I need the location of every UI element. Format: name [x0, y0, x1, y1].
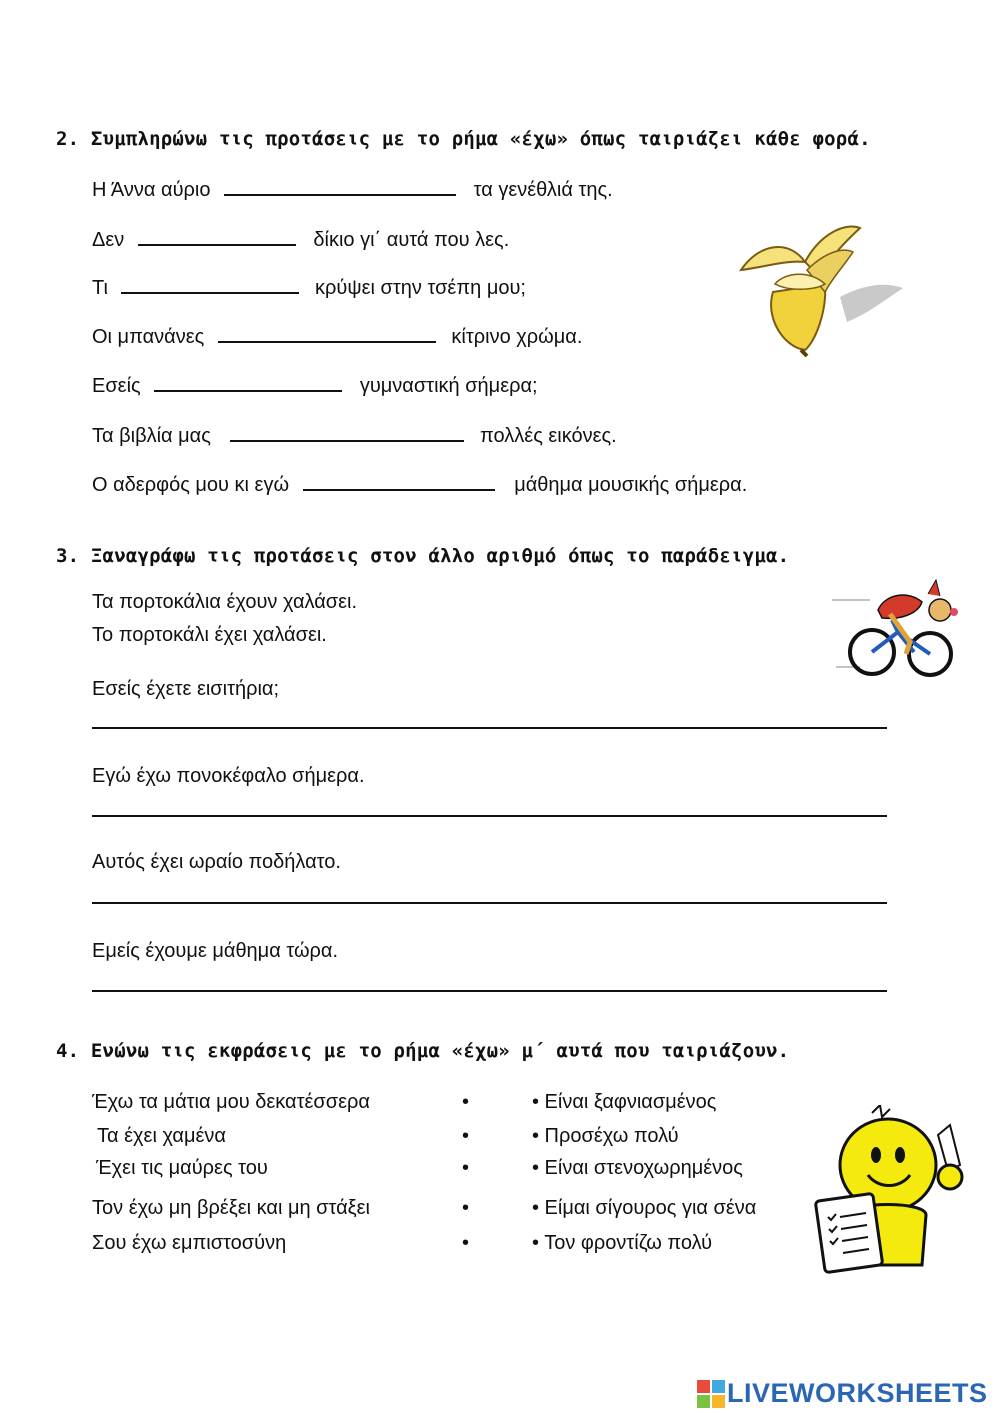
rewrite-prompt-1: Εσείς έχετε εισιτήρια; — [92, 678, 280, 700]
fill-sentence-2 — [92, 226, 509, 252]
example-plural: Τα πορτοκάλια έχουν χαλάσει. — [92, 591, 358, 613]
answer-blank[interactable] — [138, 226, 296, 246]
answer-blank[interactable] — [218, 323, 436, 343]
section-2-heading: 2. Συμπληρώνω τις προτάσεις με το ρήμα «έχω» όπως ταιριάζει κάθε φορά. — [56, 128, 871, 150]
smiley-checklist-illustration — [810, 1105, 970, 1275]
match-right-1[interactable]: • Είναι ξαφνιασμένος — [532, 1091, 717, 1113]
sentence-text-after: τα γενέθλιά της. — [473, 179, 613, 201]
example-singular: Το πορτοκάλι έχει χαλάσει. — [92, 624, 327, 646]
match-left-4: Τον έχω μη βρέξει και μη στάξει — [92, 1197, 370, 1219]
match-right-2[interactable]: • Προσέχω πολύ — [532, 1125, 679, 1147]
fill-sentence-6 — [92, 422, 617, 448]
sentence-text-before: Τι — [92, 277, 108, 299]
answer-blank[interactable] — [154, 372, 342, 392]
answer-line-2[interactable] — [92, 815, 887, 817]
sentence-text-before: Ο αδερφός μου κι εγώ — [92, 474, 290, 496]
fill-sentence-3 — [92, 274, 526, 300]
fill-sentence-7 — [92, 471, 747, 497]
match-right-4[interactable]: • Είμαι σίγουρος για σένα — [532, 1197, 757, 1219]
sentence-text-after: μάθημα μουσικής σήμερα. — [514, 474, 748, 496]
fill-sentence-1 — [92, 176, 613, 202]
match-right-3[interactable]: • Είναι στενοχωρημένος — [532, 1157, 743, 1179]
answer-line-1[interactable] — [92, 727, 887, 729]
fill-sentence-4 — [92, 323, 582, 349]
sentence-text-after: πολλές εικόνες. — [480, 425, 617, 447]
match-left-1: Έχω τα μάτια μου δεκατέσσερα — [92, 1091, 370, 1113]
match-left-5: Σου έχω εμπιστοσύνη — [92, 1232, 287, 1254]
rewrite-prompt-2: Εγώ έχω πονοκέφαλο σήμερα. — [92, 765, 365, 787]
answer-blank[interactable] — [224, 176, 456, 196]
sentence-text-after: γυμναστική σήμερα; — [359, 375, 538, 397]
match-right-5[interactable]: • Τον φροντίζω πολύ — [532, 1232, 713, 1254]
section-4-heading: 4. Ενώνω τις εκφράσεις με το ρήμα «έχω» μ΄ αυτά που ταιριάζουν. — [56, 1040, 790, 1062]
liveworksheets-brand: LIVEWORKSHEETS — [727, 1378, 988, 1408]
match-dot-left-4[interactable]: • — [462, 1197, 470, 1219]
sentence-text-after: κρύψει στην τσέπη μου; — [315, 277, 526, 299]
sentence-text-before: Δεν — [92, 229, 125, 251]
match-dot-left-5[interactable]: • — [462, 1232, 470, 1254]
answer-line-4[interactable] — [92, 990, 887, 992]
section-3-heading: 3. Ξαναγράφω τις προτάσεις στον άλλο αριθμό όπως το παράδειγμα. — [56, 545, 790, 567]
match-left-2: Τα έχει χαμένα — [97, 1125, 226, 1147]
answer-blank[interactable] — [303, 471, 495, 491]
rewrite-prompt-3: Αυτός έχει ωραίο ποδήλατο. — [92, 851, 341, 873]
sentence-text-before: Τα βιβλία μας — [92, 425, 211, 447]
match-left-3: Έχει τις μαύρες του — [96, 1157, 268, 1179]
liveworksheets-logo-icon — [697, 1380, 725, 1408]
answer-blank[interactable] — [121, 274, 299, 294]
answer-line-3[interactable] — [92, 902, 887, 904]
sentence-text-after: κίτρινο χρώμα. — [451, 326, 583, 348]
fill-sentence-5 — [92, 372, 538, 398]
cyclist-illustration — [830, 572, 970, 687]
match-dot-left-2[interactable]: • — [462, 1125, 470, 1147]
match-dot-left-1[interactable]: • — [462, 1091, 470, 1113]
sentence-text-before: Η Άννα αύριο — [92, 179, 211, 201]
banana-illustration — [735, 222, 905, 357]
answer-blank[interactable] — [230, 422, 464, 442]
match-dot-left-3[interactable]: • — [462, 1157, 470, 1179]
rewrite-prompt-4: Εμείς έχουμε μάθημα τώρα. — [92, 940, 339, 962]
sentence-text-before: Εσείς — [92, 375, 141, 397]
sentence-text-before: Οι μπανάνες — [92, 326, 205, 348]
sentence-text-after: δίκιο γι΄ αυτά που λες. — [313, 229, 510, 251]
